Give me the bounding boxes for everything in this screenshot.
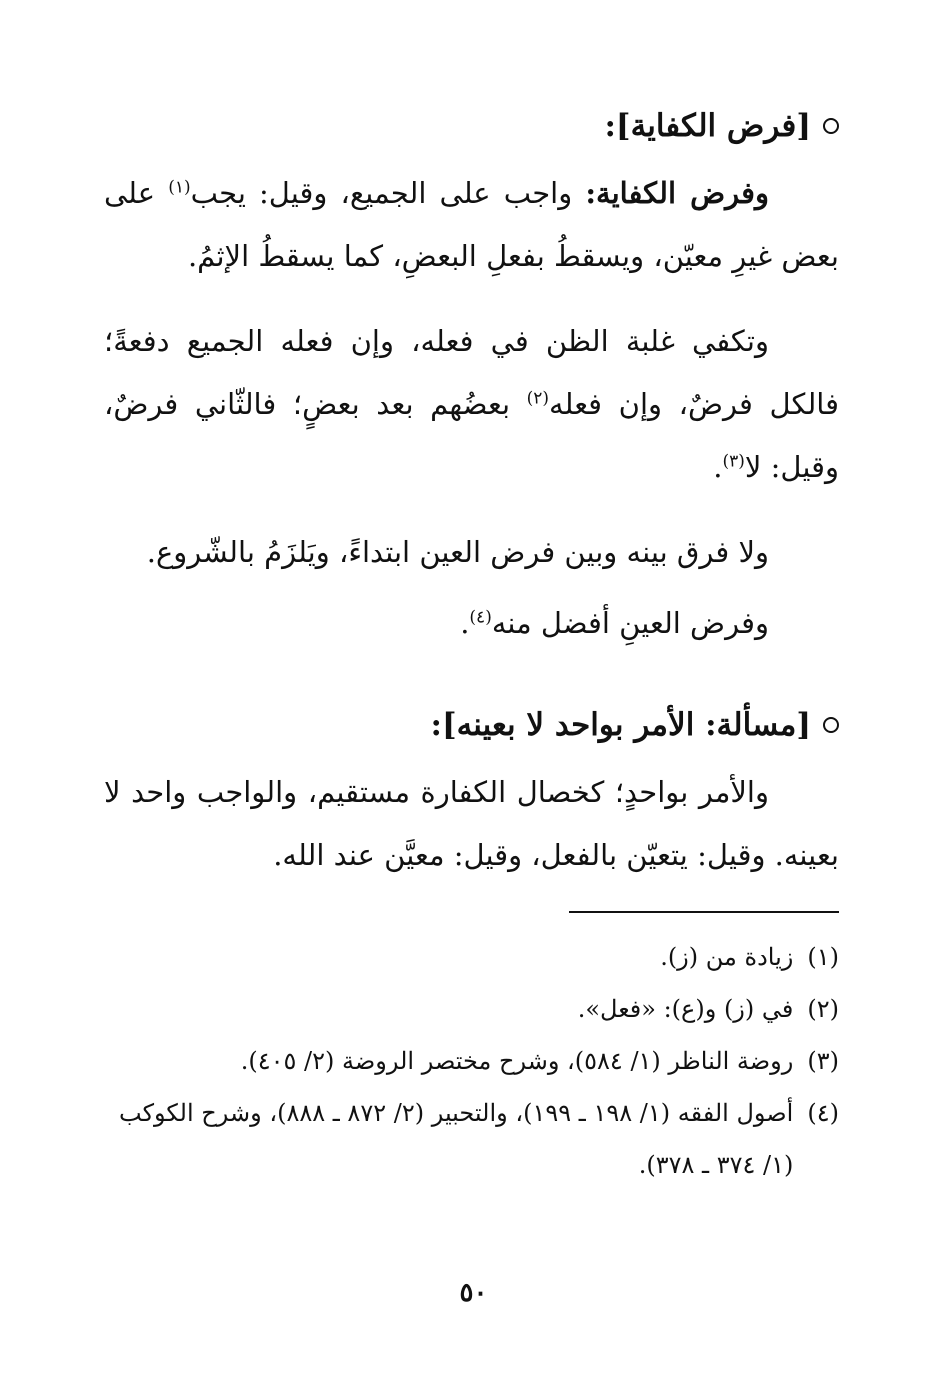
circle-bullet-icon xyxy=(823,118,839,134)
paragraph-text: . xyxy=(460,606,470,640)
footnote-number: (٣) xyxy=(807,1047,839,1075)
footnote-ref-2: (٢) xyxy=(526,388,550,409)
paragraph-superiority xyxy=(104,592,839,655)
footnote-divider xyxy=(569,911,839,913)
paragraph-sufficiency xyxy=(104,310,839,499)
footnote-item xyxy=(104,1087,839,1191)
footnote-ref-3: (٣) xyxy=(722,451,745,472)
paragraph-text: ولا فرق بينه وبين فرض العين ابتداءً، ويَلزَمُ بالشّروع. xyxy=(146,535,769,569)
paragraph-text: . xyxy=(713,450,723,484)
paragraph-text: وفرض العينِ أفضل منه xyxy=(491,606,769,640)
footnote-item xyxy=(104,1035,839,1087)
section-heading-fard-kifaya xyxy=(104,96,839,156)
footnote-text: في (ز) و(ع): «فعل». xyxy=(577,995,794,1023)
footnote-ref-1: (١) xyxy=(168,177,191,198)
footnote-number: (٤) xyxy=(807,1099,839,1127)
footnote-text: زيادة من (ز). xyxy=(660,943,794,971)
paragraph-difference xyxy=(104,521,839,584)
paragraph-text: على بعض غيرِ معيّن، ويسقطُ بفعلِ البعضِ، كما يسقطُ الإثمُ. xyxy=(104,176,839,273)
paragraph-text: واجب على الجميع، وقيل: يجب xyxy=(190,176,586,210)
footnote-number: (٢) xyxy=(807,995,839,1023)
paragraph-text: والأمر بواحدٍ؛ كخصال الكفارة مستقيم، والواجب واحد لا بعينه. وقيل: يتعيّن بالفعل، وقيل: معيَّن عند الله. xyxy=(104,775,839,872)
paragraph-definition xyxy=(104,162,839,288)
footnote-number: (١) xyxy=(807,943,839,971)
footnote-text: روضة الناظر (١/ ٥٨٤)، وشرح مختصر الروضة (٢/ ٤٠٥). xyxy=(240,1047,794,1075)
paragraph-text: وتكفي غلبة الظن في فعله، وإن فعله الجميع دفعةً؛ فالكل فرضٌ، وإن فعله xyxy=(104,324,840,421)
section-heading-text: [مسألة: الأمر بواحد لا بعينه]: xyxy=(430,707,811,743)
footnote-text: أصول الفقه (١/ ١٩٨ ـ ١٩٩)، والتحبير (٢/ ٨٧٢ ـ ٨٨٨)، وشرح الكوكب (١/ ٣٧٤ ـ ٣٧٨). xyxy=(119,1099,794,1179)
footnote-item xyxy=(104,983,839,1035)
section-heading-masala xyxy=(104,695,839,755)
paragraph-text: بعضُهم بعد بعضٍ؛ فالثّاني فرضٌ، وقيل: لا xyxy=(104,387,839,484)
circle-bullet-icon xyxy=(823,717,839,733)
section-spacer xyxy=(104,677,839,695)
section-heading-text: [فرض الكفاية]: xyxy=(604,108,811,144)
footnote-item xyxy=(104,931,839,983)
footnote-ref-4: (٤) xyxy=(469,607,492,628)
term-lead: وفرض الكفاية: xyxy=(585,176,769,210)
paragraph-command-one xyxy=(104,761,839,887)
page-number: ٥٠ xyxy=(459,1278,488,1308)
footnotes xyxy=(104,931,839,1191)
